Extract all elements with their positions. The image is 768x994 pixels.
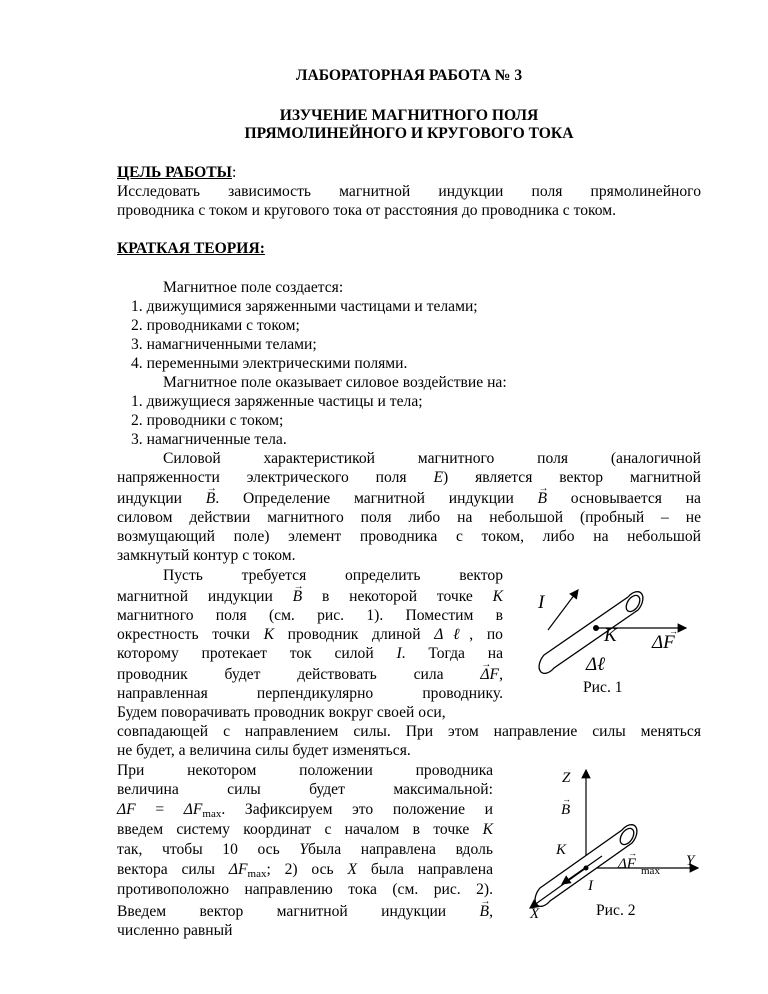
p3-l5b: была направлена вдоль [308, 841, 493, 858]
symbol-E: E [433, 469, 443, 486]
p1-line-4: силовом действии магнитного поля либо на небольшой (пробный – не [117, 509, 701, 526]
figure-2 [510, 758, 710, 933]
fig2-caption: Рис. 2 [596, 902, 636, 919]
symbol-Y: Y [299, 841, 308, 858]
p2-l5a: которому протекает ток силой [117, 645, 374, 662]
fig1-label-K: K [604, 625, 617, 646]
p3-line-4 [117, 820, 493, 839]
vector-B: → B [206, 489, 216, 508]
act-item-3: 3. намагниченные тела. [131, 431, 287, 448]
title-line-1: ИЗУЧЕНИЕ МАГНИТНОГО ПОЛЯ [279, 107, 539, 124]
p3-line-5 [117, 840, 493, 859]
p3-line-2: величина силы будет максимальной: [117, 781, 493, 798]
p2-line-3: магнитного поля (см. рис. 1). Поместим в [117, 607, 503, 624]
p1-l3a: индукции [117, 490, 183, 507]
current-arrow [548, 590, 578, 630]
goal-heading: ЦЕЛЬ РАБОТЫ [117, 164, 232, 181]
vector-B: → B [480, 902, 490, 921]
p2-line-2 [117, 587, 503, 606]
comma: , [489, 903, 493, 920]
p3-line-1: При некотором положении проводника [117, 762, 493, 779]
vector-B: → B [538, 489, 548, 508]
act-item-2: 2. проводники с током; [131, 412, 284, 429]
symbol-X: X [347, 861, 357, 878]
lab-number: ЛАБОРАТОРНАЯ РАБОТА № 3 [295, 67, 523, 84]
p1-l2b: ) является вектор магнитной [443, 469, 701, 486]
symbol-K: K [482, 821, 493, 838]
symbol-K: K [492, 588, 503, 605]
fig1-label-F: ΔF [652, 632, 675, 653]
fig1-F-arrow-mark: → [669, 626, 678, 636]
x-axis [530, 868, 586, 908]
symbol-dF: ΔF [228, 861, 248, 878]
fig2-label-X: X [530, 906, 540, 922]
p3-l3b: . Зафиксируем это положение и [221, 801, 494, 818]
origin-K-dot [584, 866, 589, 871]
goal-text-1: Исследовать зависимость магнитной индукции поля прямолинейного [117, 183, 701, 200]
fig2-label-K: K [556, 842, 567, 858]
fig1-caption: Рис. 1 [583, 679, 623, 696]
comma: , [499, 666, 503, 683]
p3-l4a: введем систему координат с началом в точке [117, 821, 470, 838]
title-line-2: ПРЯМОЛИНЕЙНОГО И КРУГОВОГО ТОКА [244, 125, 574, 142]
p3-l6b: ; 2) ось [266, 861, 334, 878]
p2-line-10: не будет, а величина силы будет изменяться. [117, 742, 411, 759]
p2-line-6 [117, 665, 503, 684]
acts-intro: Магнитное поле оказывает силовое воздействие на: [163, 374, 507, 391]
p2-l4b: проводник длиной [287, 626, 421, 643]
fig1-label-dl: Δℓ [586, 654, 606, 675]
symbol-I: I [396, 645, 402, 662]
fig2-F-arrow-mark: → [628, 848, 637, 858]
p3-line-9: численно равный [117, 922, 233, 939]
vector-dF: → ΔF [480, 665, 499, 684]
p1-line-5: возмущающий поле) элемент проводника с током, либо на небольшой [117, 528, 701, 545]
p1-l3c: основывается на [570, 490, 701, 507]
act-item-1: 1. движущиеся заряженные частицы и тела; [131, 393, 423, 410]
source-item-4: 4. переменными электрическими полями. [131, 355, 408, 372]
sources-intro: Магнитное поле создается: [163, 279, 344, 296]
p2-line-9: совпадающей с направлением силы. При этом направление силы меняться [117, 723, 701, 740]
p1-l3b: . Определение магнитной индукции [215, 490, 514, 507]
p1-l2a: напряженности электрического поля [117, 469, 407, 486]
goal-heading-line: ЦЕЛЬ РАБОТЫ: [117, 164, 237, 181]
p3-l5a: так, чтобы 10 ось [117, 841, 280, 858]
p2-l4a: окрестность точки [117, 626, 250, 643]
fig2-label-Z: Z [562, 770, 571, 786]
p3-l6c: была направлена [370, 861, 493, 878]
theory-heading: КРАТКАЯ ТЕОРИЯ: [117, 240, 265, 257]
p2-line-7: направленная перпендикулярно проводнику. [117, 685, 503, 702]
source-item-3: 3. намагниченными телами; [131, 336, 317, 353]
theory-heading-line [117, 239, 701, 258]
p3-line-7: противоположно направлению тока (см. рис. 2). [117, 881, 493, 898]
symbol-K: K [263, 626, 275, 643]
vector-B: → B [293, 587, 303, 606]
p2-line-5 [117, 644, 503, 663]
p2-line-8: Будем поворачивать проводник вокруг своей оси, [117, 704, 446, 721]
p3-l6a: вектора силы [117, 861, 216, 878]
p1-line-3 [117, 489, 701, 508]
p3-l8a: Введем вектор магнитной индукции [117, 903, 447, 920]
symbol-dF: ΔF [117, 801, 136, 818]
p1-line-2 [117, 468, 701, 487]
subscript-max: max [202, 808, 222, 820]
p2-line-1: Пусть требуется определить вектор [163, 567, 503, 584]
source-item-1: 1. движущимися заряженными частицами и телами; [131, 298, 478, 315]
p2-l6a: проводник будет действовать сила [117, 666, 444, 683]
p2-l4c: , по [469, 626, 503, 643]
fig2-label-B: B [561, 802, 571, 818]
equals: = [155, 801, 165, 818]
goal-text-2: проводника с током и кругового тока от расстояния до проводника с током. [117, 202, 617, 219]
fig2-label-F: ΔF [618, 856, 636, 872]
fig2-label-max: max [641, 865, 660, 877]
fig2-label-Y: Y [686, 853, 695, 869]
figure-1 [510, 572, 710, 697]
p2-l2b: в некоторой точке [321, 588, 473, 605]
fig2-label-I: I [588, 878, 593, 894]
p1-line-6: замкнутый контур с током. [117, 547, 296, 564]
p3-line-8 [117, 902, 493, 921]
p2-l5b: . Тогда на [401, 645, 503, 662]
subscript-max: max [247, 868, 267, 880]
symbol-dl: Δℓ [434, 626, 470, 643]
source-item-2: 2. проводниками с током; [131, 317, 300, 334]
fig2-B-arrow-mark: → [562, 794, 571, 804]
p2-line-4 [117, 625, 503, 644]
fig1-label-I: I [538, 592, 545, 613]
p1-line-1: Силовой характеристикой магнитного поля (аналогичной [163, 450, 701, 467]
symbol-dF: ΔF [183, 801, 203, 818]
p2-l2a: магнитной индукции [117, 588, 273, 605]
